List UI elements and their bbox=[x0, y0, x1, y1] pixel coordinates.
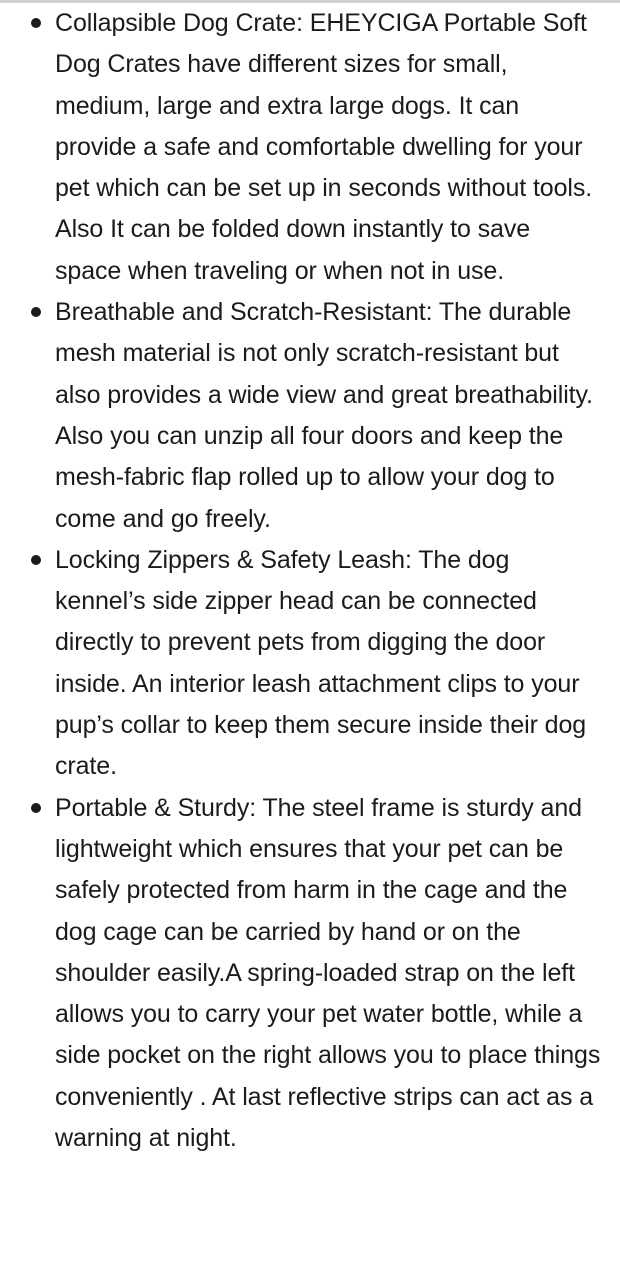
feature-item-portable bbox=[0, 788, 620, 1160]
feature-text: Locking Zippers & Safety Leash: The dog kennel’s side zipper head can be connected directly to prevent pets from digging the door inside. An interior leash attachment clips to your pup’s collar to keep them secure inside their dog crate. bbox=[55, 545, 587, 781]
bullet-icon bbox=[31, 18, 41, 28]
feature-item-zippers bbox=[0, 540, 620, 788]
feature-text: Breathable and Scratch-Resistant: The durable mesh material is not only scratch-resistant but also provides a wide view and great breathability. Also you can unzip all four doors and keep the mesh-fabric flap rolled up to allow your dog to come and go freely. bbox=[55, 298, 593, 533]
feature-text: Collapsible Dog Crate: EHEYCIGA Portable Soft Dog Crates have different sizes for small, medium, large and extra large dogs. It can provide a safe and comfortable dwelling for your pet which can be set up in seconds without tools. Also It can be folded down instantly to save space when traveling or when not in use. bbox=[55, 9, 593, 285]
bullet-icon bbox=[31, 555, 41, 565]
feature-item-breathable bbox=[0, 292, 620, 540]
feature-bullet-list bbox=[0, 3, 620, 1159]
feature-item-crate bbox=[0, 3, 620, 292]
bullet-icon bbox=[31, 307, 41, 317]
feature-text: Portable & Sturdy: The steel frame is sturdy and lightweight which ensures that your pet can be safely protected from harm in the cage and the dog cage can be carried by hand or on the shoulder easily.A spring-loaded strap on the left allows you to carry your pet water bottle, while a side pocket on the right allows you to place things conveniently . At last reflective strips can act as a warning at night. bbox=[55, 793, 601, 1153]
bullet-icon bbox=[31, 803, 41, 813]
